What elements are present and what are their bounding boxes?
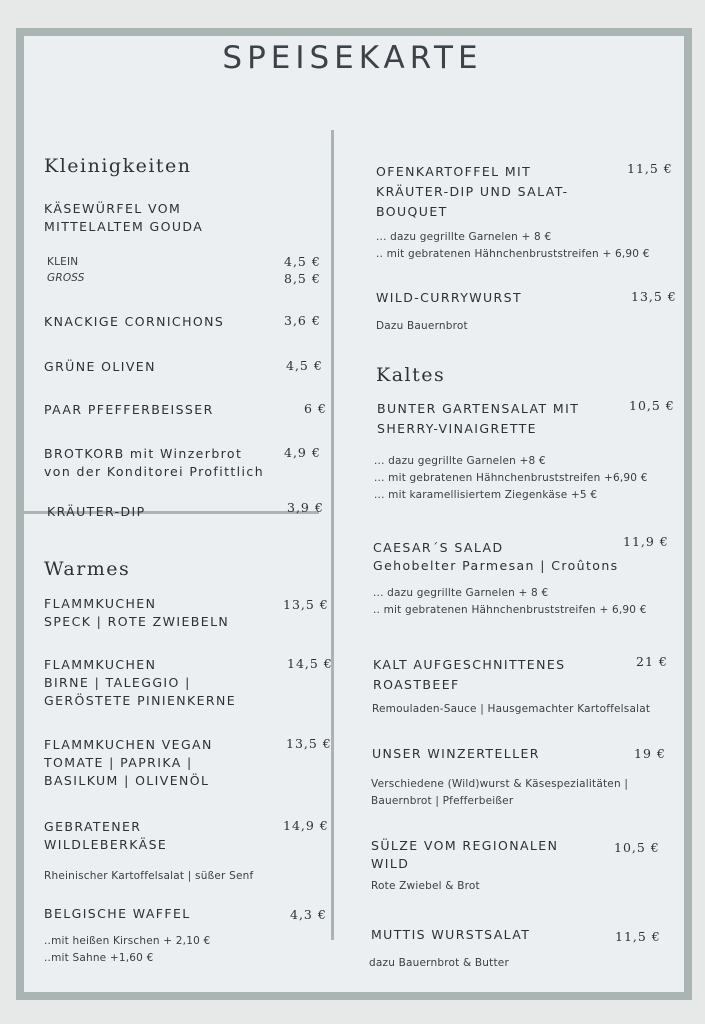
item-ofenkartoffel-price: 11,5 € bbox=[627, 161, 673, 176]
item-currywurst-name: WILD-CURRYWURST bbox=[376, 290, 522, 305]
item-winzerteller-notes: Verschiedene (Wild)wurst & Käsespezialitäten | Bauernbrot | Pfefferbeißer bbox=[371, 778, 629, 807]
item-oliven-price: 4,5 € bbox=[286, 358, 323, 373]
item-gartensalat-price: 10,5 € bbox=[629, 398, 675, 413]
item-kaesewuerfel-sizes: KLEIN GROSS bbox=[47, 256, 85, 284]
section-heading-warmes: Warmes bbox=[44, 558, 131, 580]
item-wurstsalat-note: dazu Bauernbrot & Butter bbox=[369, 957, 509, 969]
item-roastbeef-name: KALT AUFGESCHNITTENES ROASTBEEF bbox=[373, 657, 566, 692]
item-currywurst-price: 13,5 € bbox=[631, 289, 677, 304]
item-caesar-notes: ... dazu gegrillte Garnelen + 8 € .. mit gebratenen Hähnchenbruststreifen + 6,90 € bbox=[373, 587, 647, 616]
item-wildleberkaese-note: Rheinischer Kartoffelsalat | süßer Senf bbox=[44, 870, 254, 882]
item-ofenkartoffel-notes: ... dazu gegrillte Garnelen + 8 € .. mit gebratenen Hähnchenbruststreifen + 6,90 € bbox=[376, 231, 650, 260]
item-suelze-name: SÜLZE VOM REGIONALEN WILD bbox=[371, 838, 559, 871]
item-flammkuchen-birne-price: 14,5 € bbox=[287, 656, 333, 671]
item-gartensalat-notes: ... dazu gegrillte Garnelen +8 € ... mit gebratenen Hähnchenbruststreifen +6,90 € ... mit karamellisiertem Ziegenkäse +5 € bbox=[374, 455, 648, 501]
item-pfefferbeisser-price: 6 € bbox=[304, 401, 327, 416]
item-caesar-price: 11,9 € bbox=[623, 534, 669, 549]
item-flammkuchen-birne-name: FLAMMKUCHEN BIRNE | TALEGGIO | GERÖSTETE PINIENKERNE bbox=[44, 657, 237, 708]
item-wurstsalat-price: 11,5 € bbox=[615, 929, 661, 944]
item-waffel-name: BELGISCHE WAFFEL bbox=[44, 906, 191, 921]
item-cornichons-name: KNACKIGE CORNICHONS bbox=[44, 314, 225, 329]
item-suelze-note: Rote Zwiebel & Brot bbox=[371, 880, 480, 892]
section-heading-kleinigkeiten: Kleinigkeiten bbox=[44, 155, 192, 177]
item-caesar-name: CAESAR´S SALAD Gehobelter Parmesan | Croûtons bbox=[373, 540, 619, 573]
item-currywurst-note: Dazu Bauernbrot bbox=[376, 320, 468, 332]
item-wildleberkaese-name: GEBRATENER WILDLEBERKÄSE bbox=[44, 819, 168, 852]
item-suelze-price: 10,5 € bbox=[614, 840, 660, 855]
menu-title: SPEISEKARTE bbox=[222, 40, 483, 76]
item-winzerteller-price: 19 € bbox=[634, 746, 666, 761]
item-cornichons-price: 3,6 € bbox=[284, 313, 321, 328]
item-oliven-name: GRÜNE OLIVEN bbox=[44, 359, 156, 374]
item-wildleberkaese-price: 14,9 € bbox=[283, 818, 329, 833]
item-brotkorb-price: 4,9 € bbox=[284, 445, 321, 460]
item-gartensalat-name: BUNTER GARTENSALAT MIT SHERRY-VINAIGRETTE bbox=[377, 401, 580, 436]
item-winzerteller-name: UNSER WINZERTELLER bbox=[372, 746, 540, 761]
item-wurstsalat-name: MUTTIS WURSTSALAT bbox=[371, 927, 531, 942]
item-ofenkartoffel-name: OFENKARTOFFEL MIT KRÄUTER-DIP UND SALAT- BOUQUET bbox=[376, 164, 569, 219]
item-waffel-notes: ..mit heißen Kirschen + 2,10 € ..mit Sahne +1,60 € bbox=[44, 935, 211, 964]
column-divider bbox=[331, 130, 334, 940]
item-waffel-price: 4,3 € bbox=[290, 907, 327, 922]
item-kraeuterdip-price: 3,9 € bbox=[287, 500, 324, 515]
item-kraeuterdip-name: KRÄUTER-DIP bbox=[47, 504, 146, 519]
item-pfefferbeisser-name: PAAR PFEFFERBEISSER bbox=[44, 402, 214, 417]
item-brotkorb-name: BROTKORB mit Winzerbrot von der Konditorei Profittlich bbox=[44, 446, 265, 479]
item-flammkuchen-speck-name: FLAMMKUCHEN SPECK | ROTE ZWIEBELN bbox=[44, 596, 230, 629]
item-roastbeef-note: Remouladen-Sauce | Hausgemachter Kartoffelsalat bbox=[372, 703, 651, 715]
item-kaesewuerfel-name: KÄSEWÜRFEL VOM MITTELALTEM GOUDA bbox=[44, 201, 204, 234]
item-flammkuchen-vegan-name: FLAMMKUCHEN VEGAN TOMATE | PAPRIKA | BASILKUM | OLIVENÖL bbox=[44, 737, 213, 788]
item-kaesewuerfel-prices: 4,5 € 8,5 € bbox=[284, 254, 321, 286]
item-flammkuchen-vegan-price: 13,5 € bbox=[286, 736, 332, 751]
item-flammkuchen-speck-price: 13,5 € bbox=[283, 597, 329, 612]
item-roastbeef-price: 21 € bbox=[636, 654, 668, 669]
section-heading-kaltes: Kaltes bbox=[376, 364, 446, 386]
